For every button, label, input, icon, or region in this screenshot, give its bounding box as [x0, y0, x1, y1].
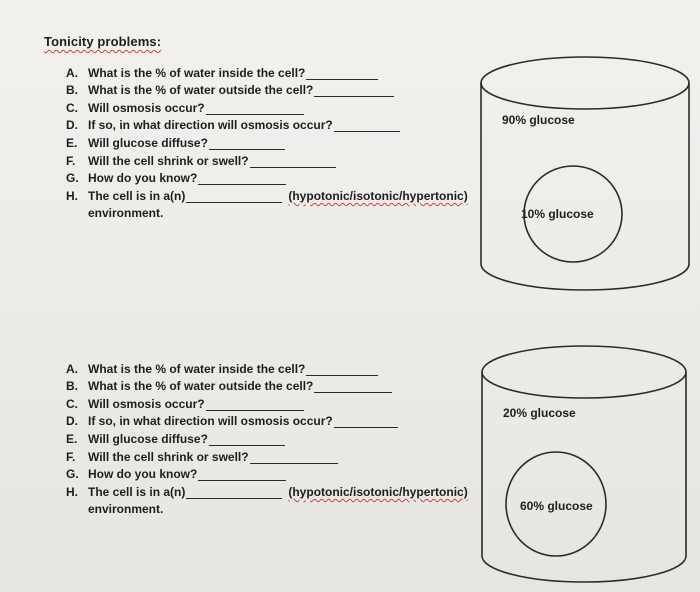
question-a — [66, 62, 468, 80]
question-text: What is the % of water outside the cell? — [88, 83, 314, 98]
beaker-rim — [481, 57, 689, 109]
answer-blank[interactable] — [206, 400, 304, 411]
question-letter: G. — [66, 467, 79, 482]
answer-blank[interactable] — [198, 470, 286, 481]
question-f — [66, 446, 468, 464]
question-letter: C. — [66, 100, 78, 115]
question-h-continuation: environment. — [88, 206, 164, 221]
beaker-drawing — [477, 52, 699, 292]
answer-blank[interactable] — [209, 139, 285, 150]
question-letter: H. — [66, 188, 78, 203]
question-text: The cell is in a(n) — [88, 188, 186, 203]
answer-blank[interactable] — [206, 104, 304, 115]
question-letter: A. — [66, 361, 78, 376]
question-a — [66, 358, 468, 376]
question-c — [66, 97, 468, 115]
question-h — [66, 481, 468, 499]
question-letter: F. — [66, 153, 76, 168]
answer-blank[interactable] — [198, 174, 286, 185]
answer-blank[interactable] — [334, 417, 398, 428]
answer-blank[interactable] — [250, 453, 338, 464]
question-letter: A. — [66, 65, 78, 80]
question-g — [66, 168, 468, 186]
question-text: Will glucose diffuse? — [88, 431, 208, 446]
question-letter: C. — [66, 396, 78, 411]
question-text: How do you know? — [88, 171, 198, 186]
answer-blank[interactable] — [334, 121, 400, 132]
inside-cell-label: 10% glucose — [521, 207, 594, 221]
problem-2-questions — [66, 358, 468, 516]
question-letter: F. — [66, 449, 76, 464]
outside-solution-label: 90% glucose — [502, 113, 575, 127]
question-d — [66, 115, 468, 133]
answer-blank[interactable] — [306, 365, 378, 376]
answer-blank[interactable] — [306, 69, 378, 80]
answer-blank[interactable] — [250, 157, 336, 168]
question-text: If so, in what direction will osmosis occur? — [88, 118, 333, 133]
outside-solution-label: 20% glucose — [503, 406, 576, 420]
question-b — [66, 376, 468, 394]
question-f — [66, 150, 468, 168]
question-text: If so, in what direction will osmosis occur? — [88, 414, 333, 429]
problem-2-beaker — [478, 342, 700, 588]
question-text: Will the cell shrink or swell? — [88, 153, 249, 168]
question-text: What is the % of water outside the cell? — [88, 379, 314, 394]
question-letter: D. — [66, 414, 78, 429]
question-letter: D. — [66, 118, 78, 133]
beaker-drawing — [478, 342, 700, 588]
question-b — [66, 80, 468, 98]
question-text: Will glucose diffuse? — [88, 135, 208, 150]
question-letter: E. — [66, 135, 78, 150]
answer-blank[interactable] — [314, 86, 394, 97]
question-letter: H. — [66, 484, 78, 499]
question-text: Will osmosis occur? — [88, 396, 205, 411]
question-letter: B. — [66, 379, 78, 394]
inside-cell-label: 60% glucose — [520, 499, 593, 513]
answer-blank[interactable] — [314, 382, 392, 393]
question-letter: G. — [66, 171, 79, 186]
beaker-rim — [482, 346, 686, 398]
tonicity-options: (hypotonic/isotonic/hypertonic) — [288, 188, 468, 203]
answer-blank[interactable] — [186, 192, 282, 203]
question-e — [66, 132, 468, 150]
question-letter: E. — [66, 431, 78, 446]
problem-1-questions — [66, 62, 468, 220]
question-text: How do you know? — [88, 467, 198, 482]
tonicity-options: (hypotonic/isotonic/hypertonic) — [288, 484, 468, 499]
worksheet-title: Tonicity problems: — [44, 34, 162, 49]
question-d — [66, 411, 468, 429]
question-text: Will osmosis occur? — [88, 100, 205, 115]
question-text: The cell is in a(n) — [88, 484, 186, 499]
question-text: What is the % of water inside the cell? — [88, 361, 306, 376]
question-letter: B. — [66, 83, 78, 98]
question-text: Will the cell shrink or swell? — [88, 449, 249, 464]
problem-1-beaker — [477, 52, 699, 292]
question-h-continuation: environment. — [88, 502, 164, 517]
question-c — [66, 393, 468, 411]
answer-blank[interactable] — [186, 488, 282, 499]
question-e — [66, 428, 468, 446]
answer-blank[interactable] — [209, 435, 285, 446]
question-g — [66, 464, 468, 482]
question-h — [66, 185, 468, 203]
question-text: What is the % of water inside the cell? — [88, 65, 306, 80]
